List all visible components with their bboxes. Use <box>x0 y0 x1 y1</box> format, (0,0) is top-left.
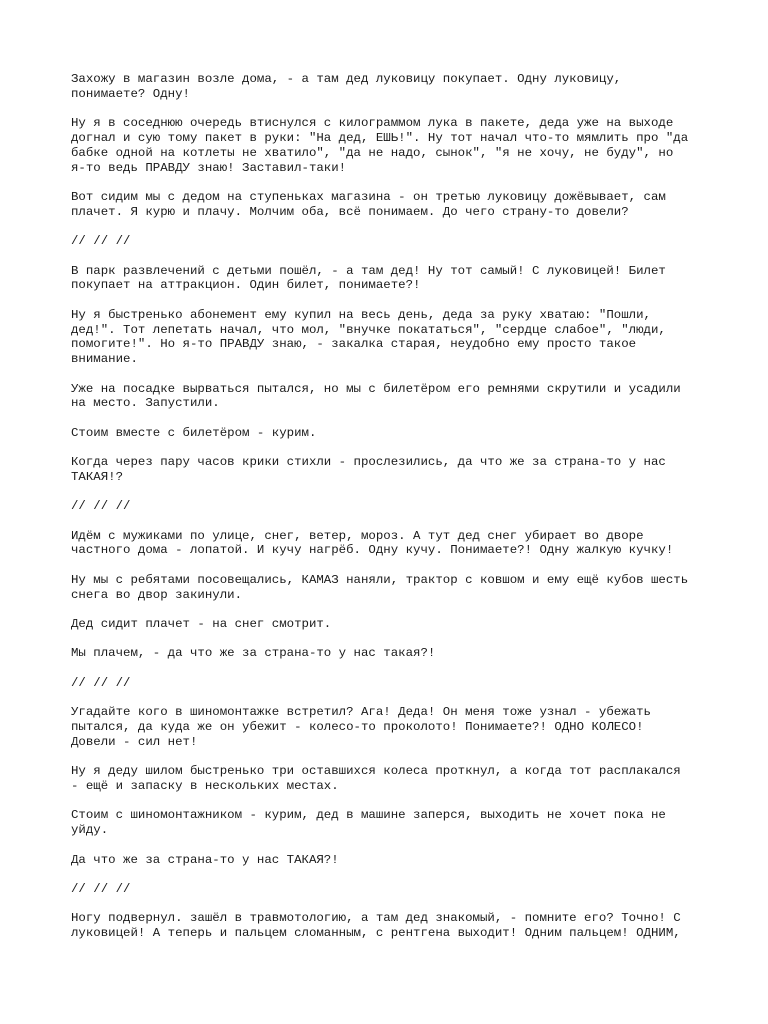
text-line: Вот сидим мы с дедом на ступеньках магазина - он третью луковицу дожёвывает, сам <box>71 189 666 204</box>
text-line: на место. Запустили. <box>71 396 220 411</box>
text-line: Да что же за страна-то у нас ТАКАЯ?! <box>71 852 339 867</box>
paragraph <box>71 308 708 367</box>
paragraph <box>71 116 708 175</box>
paragraph <box>71 190 708 220</box>
text-line: // // // <box>71 675 131 690</box>
paragraph <box>71 455 708 485</box>
text-line: Захожу в магазин возле дома, - а там дед луковицу покупает. Одну луковицу, <box>71 72 622 86</box>
paragraph <box>71 382 708 412</box>
text-line: понимаете? Одну! <box>71 86 190 101</box>
paragraph <box>71 264 708 294</box>
text-line: Довели - сил нет! <box>71 734 198 749</box>
text-line: плачет. Я курю и плачу. Молчим оба, всё понимаем. До чего страну-то довели? <box>71 204 629 219</box>
paragraph <box>71 72 708 102</box>
text-line: Ну я деду шилом быстренько три оставшихся колеса проткнул, а когда тот расплакался <box>71 764 681 779</box>
text-line: Идём с мужиками по улице, снег, ветер, мороз. А тут дед снег убирает во дворе <box>71 528 644 543</box>
paragraph <box>71 853 708 868</box>
section-separator <box>71 234 708 249</box>
section-separator <box>71 499 708 514</box>
text-line: частного дома - лопатой. И кучу нагрёб. Одну кучу. Понимаете?! Одну жалкую кучку! <box>71 543 674 558</box>
text-line: В парк развлечений с детьми пошёл, - а там дед! Ну тот самый! С луковицей! Билет <box>71 263 666 278</box>
text-line: Ну я быстренько абонемент ему купил на весь день, деда за руку хватаю: "Пошли, <box>71 307 651 322</box>
text-line: Стоим с шиномонтажником - курим, дед в машине заперся, выходить не хочет пока не <box>71 808 666 823</box>
text-line: Мы плачем, - да что же за страна-то у нас такая?! <box>71 646 436 661</box>
paragraph <box>71 529 708 559</box>
paragraph <box>71 911 708 941</box>
text-line: я-то ведь ПРАВДУ знаю! Заставил-таки! <box>71 160 347 175</box>
text-line: пытался, да куда же он убежит - колесо-то проколото! Понимаете?! ОДНО КОЛЕСО! <box>71 720 644 735</box>
paragraph <box>71 617 708 632</box>
text-line: снега во двор закинули. <box>71 587 243 602</box>
text-line: догнал и сую тому пакет в руки: "На дед, ЕШЬ!". Ну тот начал что-то мямлить про "да <box>71 130 689 145</box>
text-line: Ну мы с ребятами посовещались, КАМАЗ наняли, трактор с ковшом и ему ещё кубов шесть <box>71 572 689 587</box>
text-line: Уже на посадке вырваться пытался, но мы с билетёром его ремнями скрутили и усадили <box>71 381 681 396</box>
text-line: - ещё и запаску в нескольких местах. <box>71 779 339 793</box>
paragraph <box>71 573 708 603</box>
text-line: дед!". Тот лепетать начал, что мол, "внучке покататься", "сердце слабое", "люди, <box>71 322 666 337</box>
text-line: луковицей! А теперь и пальцем сломанным, с рентгена выходит! Одним пальцем! ОДНИМ, <box>71 926 681 941</box>
paragraph <box>71 646 708 661</box>
text-line: покупает на аттракцион. Один билет, понимаете?! <box>71 278 421 293</box>
section-separator <box>71 676 708 691</box>
text-line: // // // <box>71 499 131 514</box>
text-line: Угадайте кого в шиномонтажке встретил? Ага! Деда! Он меня тоже узнал - убежать <box>71 705 651 720</box>
text-line: Стоим вместе с билетёром - курим. <box>71 425 317 440</box>
text-line: бабке одной на котлеты не хватило", "да не надо, сынок", "я не хочу, не буду", но <box>71 145 674 160</box>
text-line: помогите!". Но я-то ПРАВДУ знаю, - закалка старая, неудобно ему просто такое <box>71 337 637 352</box>
section-separator <box>71 882 708 897</box>
paragraph <box>71 764 708 794</box>
text-line: // // // <box>71 234 131 249</box>
text-line: Когда через пару часов крики стихли - прослезились, да что же за страна-то у нас <box>71 455 666 470</box>
text-line: Ногу подвернул. зашёл в травмотологию, а там дед знакомый, - помните его? Точно! С <box>71 911 681 926</box>
text-line: // // // <box>71 881 131 896</box>
text-line: Ну я в соседнюю очередь втиснулся с килограммом лука в пакете, деда уже на выходе <box>71 116 674 131</box>
text-line: внимание. <box>71 352 138 367</box>
paragraph <box>71 705 708 749</box>
paragraph <box>71 426 708 441</box>
text-line: уйду. <box>71 823 109 838</box>
text-line: Дед сидит плачет - на снег смотрит. <box>71 617 332 632</box>
paragraph <box>71 808 708 838</box>
text-line: ТАКАЯ!? <box>71 469 124 484</box>
